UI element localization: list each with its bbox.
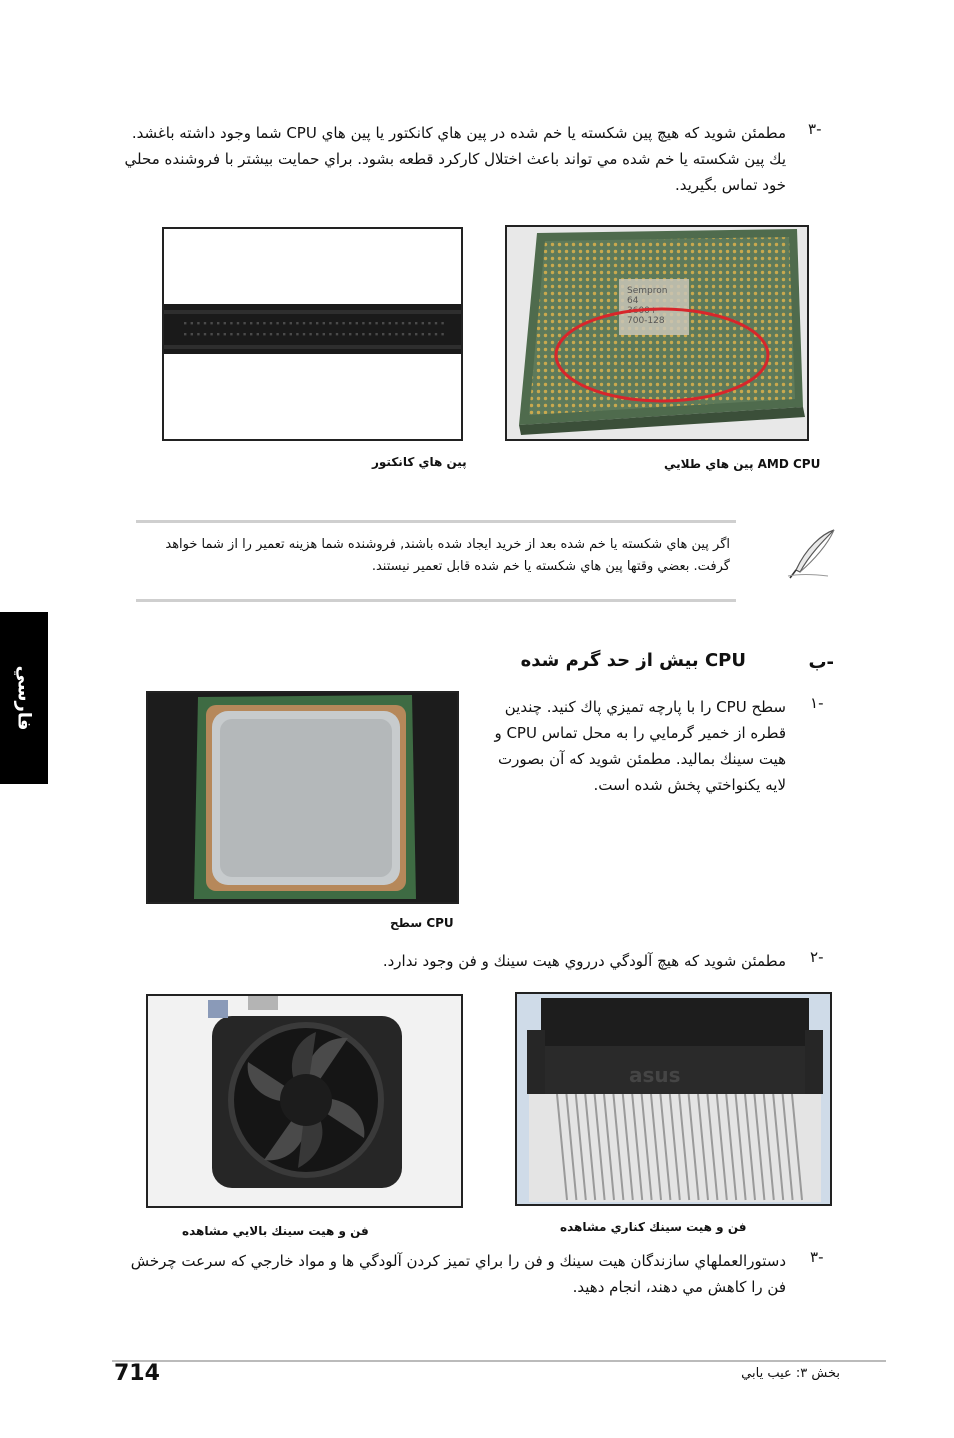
step-number: -٢ <box>810 948 824 966</box>
fan-heatsink-top-image <box>146 994 463 1208</box>
connector-pin-hole <box>197 322 199 324</box>
connector-pin-hole <box>316 322 318 324</box>
connector-pin-hole <box>257 322 259 324</box>
connector-pin-hole <box>415 333 417 335</box>
connector-pin-hole <box>382 322 384 324</box>
note-text: اگر پين هاي شكسته يا خم شده بعد از خريد ايجاد شده باشند, فروشنده شما هزينه تعمير را از شما خواهد گرفت. بعضي وقتها پين هاي شكسته يا خم شده قابل تعمير نيستند. <box>165 537 730 574</box>
connector-pin-hole <box>296 322 298 324</box>
connector-pin-hole <box>441 333 443 335</box>
fan-heatsink-side-image <box>515 992 832 1206</box>
page-number: 714 <box>114 1361 160 1386</box>
language-side-tab <box>0 612 48 784</box>
step-text: سطح CPU را با پارچه تميزي پاك كنيد. چندين قطره از خمير گرمايي را به محل تماس CPU و هيت سينك بماليد. مطمئن شويد كه آن بصورت لايه يكنواختي پخش شده است. <box>494 698 786 794</box>
cpu-surface-image <box>146 691 459 904</box>
connector-pin-hole <box>362 333 364 335</box>
step-number: -١ <box>810 694 824 712</box>
connector-pins-caption: پين هاي كانكتور <box>372 455 467 469</box>
connector-pin-hole <box>362 322 364 324</box>
connector-pin-hole <box>217 333 219 335</box>
connector-pin-hole <box>224 333 226 335</box>
connector-pin-hole <box>243 333 245 335</box>
connector-pin-hole <box>191 333 193 335</box>
step-text: مطمئن شويد كه هيچ آلودگي درروي هيت سينك و فن وجود ندارد. <box>382 952 786 970</box>
connector-pin-hole <box>389 322 391 324</box>
connector-pin-hole <box>415 322 417 324</box>
amd-cpu-pins-image <box>505 225 809 441</box>
connector-pin-hole <box>243 322 245 324</box>
step-text: دستورالعملهاي سازندگان هيت سينك و فن را براي تميز كردن آلودگي ها و مواد خارجي كه سرعت چرخش فن را كاهش مي دهند، انجام دهيد. <box>130 1252 786 1296</box>
connector-pin-hole <box>184 333 186 335</box>
step-number: -٣ <box>808 120 822 138</box>
connector-pin-hole <box>309 322 311 324</box>
amd-cpu-pins-caption: AMD CPU پين هاي طلايي <box>664 457 821 471</box>
connector-pin-hole <box>309 333 311 335</box>
connector-pin-hole <box>290 322 292 324</box>
connector-pin-hole <box>210 322 212 324</box>
side-tab-label: فارسي <box>13 665 35 731</box>
cpu-chip-label: 700-128 <box>627 316 665 326</box>
connector-pin-hole <box>323 333 325 335</box>
connector-pin-hole <box>191 322 193 324</box>
connector-pin-hole <box>389 333 391 335</box>
connector-pin-hole <box>395 333 397 335</box>
connector-pin-hole <box>375 333 377 335</box>
connector-pin-hole <box>323 322 325 324</box>
connector-pin-hole <box>204 333 206 335</box>
connector-pin-hole <box>342 322 344 324</box>
connector-pin-hole <box>342 333 344 335</box>
connector-pin-hole <box>224 322 226 324</box>
connector-pin-hole <box>237 333 239 335</box>
connector-pin-hole <box>435 333 437 335</box>
connector-pin-hole <box>197 333 199 335</box>
connector-pin-hole <box>369 322 371 324</box>
connector-pin-hole <box>441 322 443 324</box>
connector-pin-hole <box>435 322 437 324</box>
connector-pin-hole <box>303 322 305 324</box>
connector-pin-hole <box>303 333 305 335</box>
connector-pin-hole <box>283 322 285 324</box>
connector-pin-hole <box>270 333 272 335</box>
connector-pin-hole <box>402 322 404 324</box>
connector-pin-hole <box>349 333 351 335</box>
cpu-surface-caption: CPU سطح <box>390 916 454 930</box>
connector-pin-hole <box>349 322 351 324</box>
cpu-chip-label: Sempron <box>627 286 668 296</box>
connector-pin-hole <box>382 333 384 335</box>
connector-pin-hole <box>369 333 371 335</box>
quill-pen-icon <box>784 526 840 580</box>
connector-pin-hole <box>276 322 278 324</box>
connector-pin-hole <box>250 322 252 324</box>
connector-pin-hole <box>283 333 285 335</box>
connector-pin-hole <box>250 333 252 335</box>
connector-pin-hole <box>336 333 338 335</box>
connector-pin-hole <box>329 333 331 335</box>
connector-pin-hole <box>375 322 377 324</box>
fan-heatsink-side-caption: فن و هيت سينك كناري مشاهده <box>560 1220 747 1234</box>
connector-pin-hole <box>408 322 410 324</box>
connector-pin-hole <box>428 322 430 324</box>
connector-pin-hole <box>257 333 259 335</box>
connector-pin-hole <box>263 322 265 324</box>
connector-pin-hole <box>428 333 430 335</box>
fan-heatsink-top-caption: فن و هيت سينك بالايي مشاهده <box>182 1224 369 1238</box>
connector-pins-image <box>162 227 463 441</box>
footer-divider <box>112 1360 886 1362</box>
connector-pin-hole <box>402 333 404 335</box>
connector-pin-hole <box>230 333 232 335</box>
note-divider-top <box>136 520 736 523</box>
step-number: -٣ <box>810 1248 824 1266</box>
connector-pin-hole <box>204 322 206 324</box>
section-heading: CPU بيش از حد گرم شده <box>520 650 746 671</box>
connector-pin-hole <box>184 322 186 324</box>
cpu-chip-label: 3600+ <box>627 306 658 316</box>
connector-pin-hole <box>230 322 232 324</box>
connector-pin-hole <box>237 322 239 324</box>
connector-pin-hole <box>270 322 272 324</box>
connector-pin-hole <box>408 333 410 335</box>
section-number: -ب <box>808 652 834 673</box>
heatsink-brand-logo: asus <box>629 1063 681 1087</box>
connector-pin-hole <box>356 322 358 324</box>
cpu-chip-label: 64 <box>627 296 639 306</box>
connector-pin-hole <box>217 322 219 324</box>
connector-pin-hole <box>210 333 212 335</box>
connector-pin-hole <box>356 333 358 335</box>
connector-pin-hole <box>316 333 318 335</box>
connector-pin-hole <box>290 333 292 335</box>
connector-pin-hole <box>296 333 298 335</box>
connector-pin-hole <box>336 322 338 324</box>
connector-pin-hole <box>263 333 265 335</box>
step-text: مطمئن شويد كه هيچ پين شكسته يا خم شده در پين هاي كانكتور يا پين هاي CPU شما وجود داشته باغشد. يك پين شكسته يا خم شده مي تواند باعث اختلال كاركرد قطعه بشود. براي حمايت بيشتر با فروشنده محلي خود تماس بگيريد. <box>124 124 786 194</box>
connector-pin-hole <box>422 322 424 324</box>
note-divider-bottom <box>136 599 736 602</box>
connector-pin-hole <box>422 333 424 335</box>
connector-pin-hole <box>329 322 331 324</box>
connector-pin-hole <box>395 322 397 324</box>
connector-pin-hole <box>276 333 278 335</box>
footer-section: بخش ٣: عيب يابي <box>741 1366 840 1381</box>
